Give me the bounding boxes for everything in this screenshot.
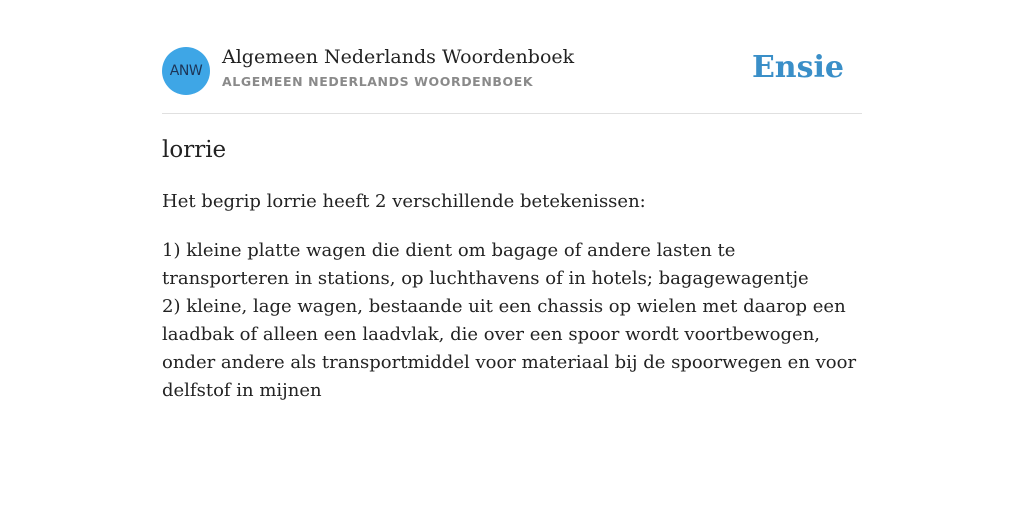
site-subtitle: ALGEMEEN NEDERLANDS WOORDENBOEK xyxy=(222,74,534,89)
definition-list xyxy=(162,237,862,405)
header-divider xyxy=(162,113,862,114)
site-title[interactable]: Algemeen Nederlands Woordenboek xyxy=(222,46,575,68)
site-header xyxy=(162,46,862,96)
anw-logo[interactable] xyxy=(162,47,210,95)
entry-word: lorrie xyxy=(162,137,227,163)
logo-text: ANW xyxy=(169,63,203,79)
definition-item: 1) kleine platte wagen die dient om bagage of andere lasten te transporteren in stations, op luchthavens of in hotels; bagagewagentje xyxy=(162,240,809,289)
ensie-brand-logo[interactable]: Ensie xyxy=(751,50,844,85)
entry-intro: Het begrip lorrie heeft 2 verschillende betekenissen: xyxy=(162,191,646,212)
definition-item: 2) kleine, lage wagen, bestaande uit een chassis op wielen met daarop een laadbak of alleen een laadvlak, die over een spoor wordt voortbewogen, onder andere als transportmiddel voor materiaal bij de spoorwegen en voor delfstof in mijnen xyxy=(162,296,857,401)
